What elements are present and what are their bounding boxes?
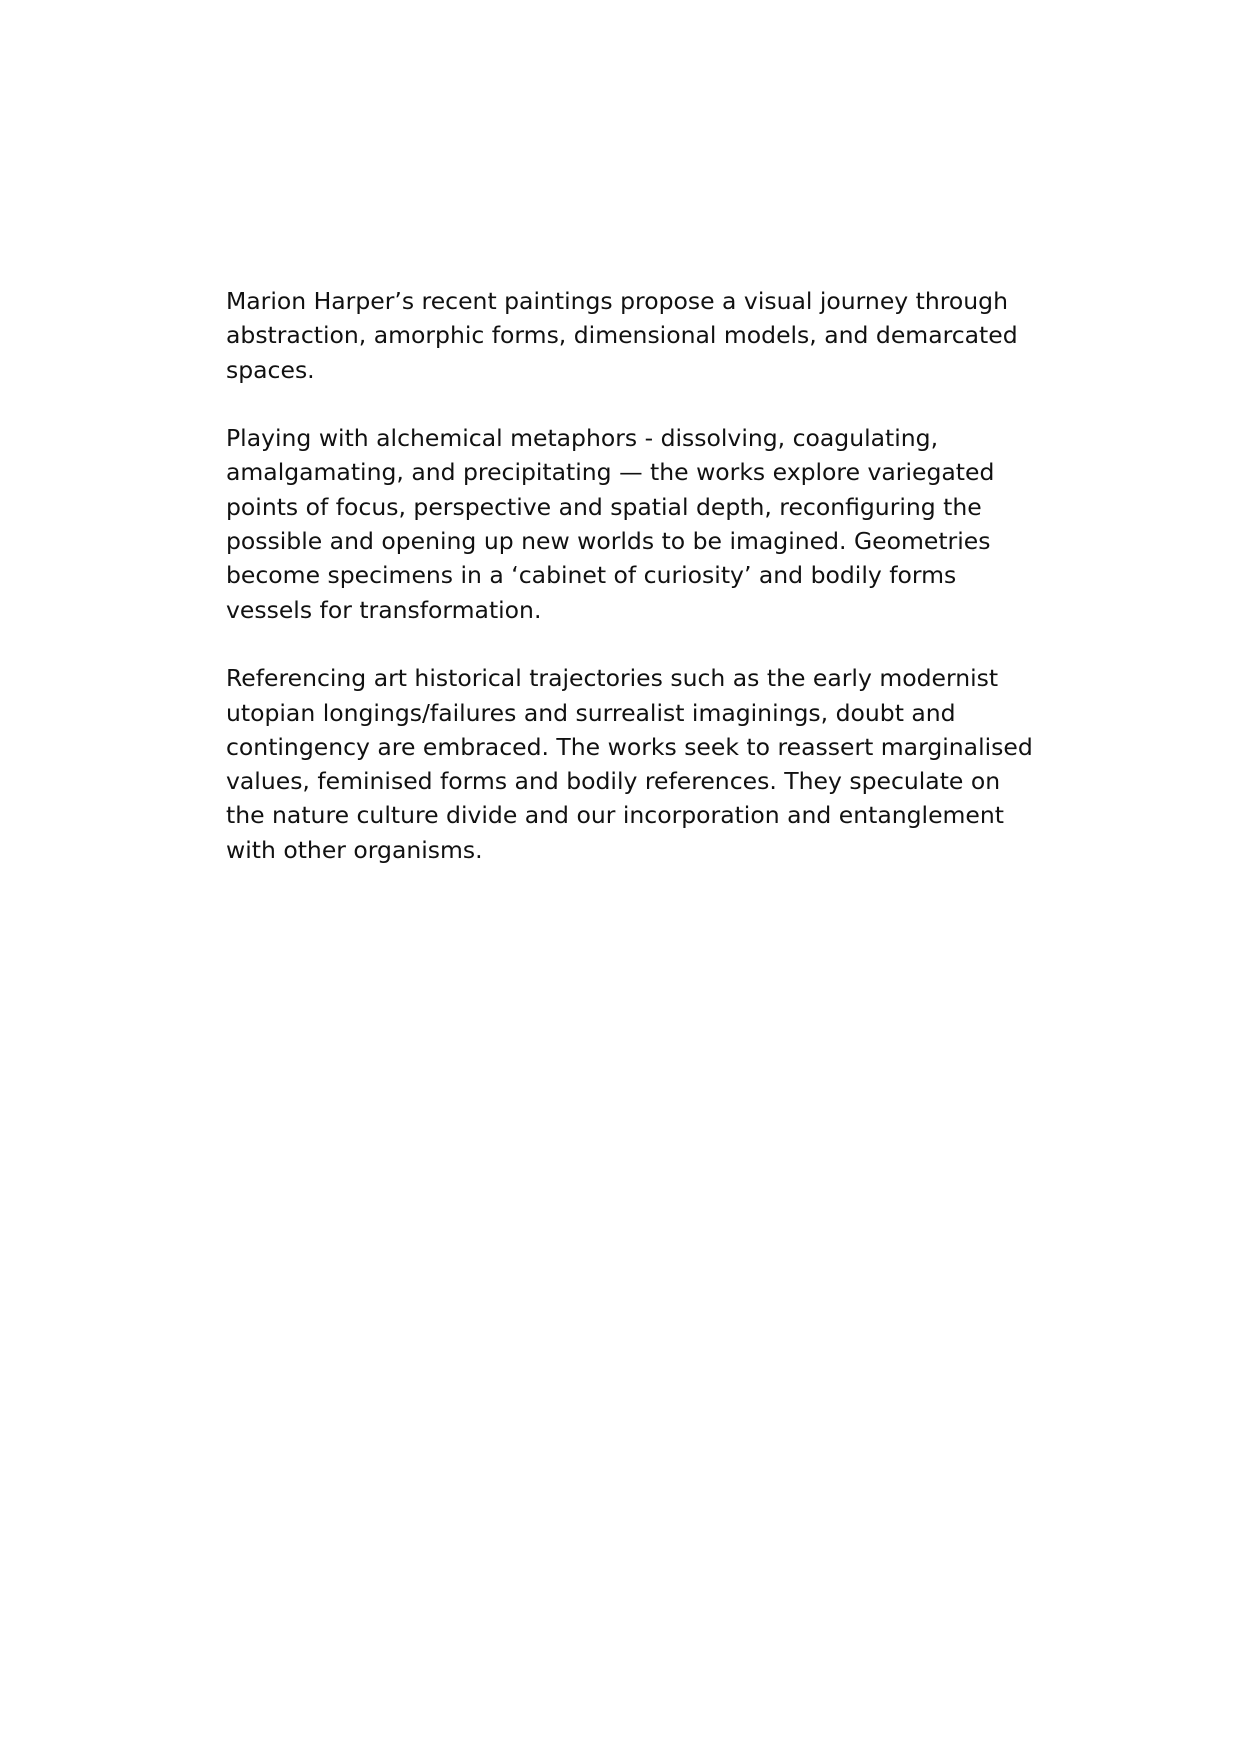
paragraph-2-line-5: become specimens in a ‘cabinet of curiosity’ and bodily forms (226, 561, 957, 590)
paragraph-3-line-2: utopian longings/failures and surrealist imaginings, doubt and (226, 698, 956, 727)
paragraph-3-line-3: contingency are embraced. The works seek to reassert marginalised (226, 732, 1033, 761)
artist-statement (226, 284, 1033, 867)
paragraph-3-line-5: the nature culture divide and our incorporation and entanglement (226, 801, 1004, 830)
paragraph-1-line-2: abstraction, amorphic forms, dimensional models, and demarcated (226, 321, 1018, 350)
paragraph-3 (226, 661, 1033, 867)
paragraph-3-line-1: Referencing art historical trajectories such as the early modernist (226, 664, 999, 693)
paragraph-3-line-6: with other organisms. (226, 835, 483, 864)
paragraph-2-line-3: points of focus, perspective and spatial depth, reconfiguring the (226, 492, 982, 521)
paragraph-2-line-4: possible and opening up new worlds to be imagined. Geometries (226, 527, 991, 556)
paragraph-1 (226, 284, 1016, 387)
paragraph-2-line-6: vessels for transformation. (226, 595, 542, 624)
paragraph-2-line-2: amalgamating, and precipitating — the works explore variegated (226, 458, 995, 487)
paragraph-1-line-3: spaces. (226, 355, 315, 384)
paragraph-3-line-4: values, feminised forms and bodily references. They speculate on (226, 767, 1001, 796)
paragraph-1-line-1: Marion Harper’s recent paintings propose a visual journey through (226, 287, 1008, 315)
paragraph-2 (226, 421, 1016, 627)
paragraph-2-line-1: Playing with alchemical metaphors - dissolving, coagulating, (226, 424, 939, 453)
